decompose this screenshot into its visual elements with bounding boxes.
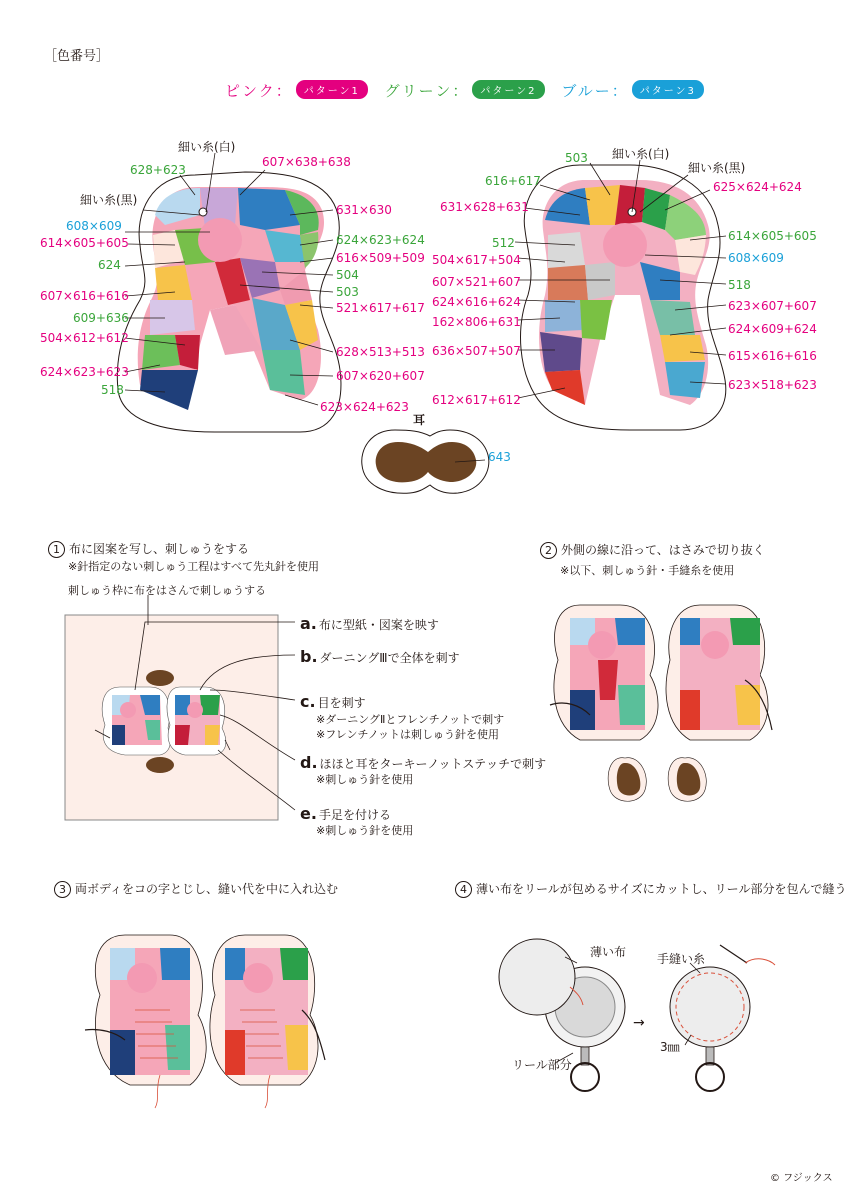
legend-green-label: グリーン： xyxy=(384,82,470,100)
left-label: 607×620+607 xyxy=(336,369,425,383)
legend-pink-label: ピンク： xyxy=(225,82,293,100)
step-1-item-c-note: ※ダーニングⅡとフレンチノットで刺す xyxy=(316,713,505,726)
left-label: 521×617+617 xyxy=(336,301,425,315)
step-2-diagram xyxy=(540,600,780,820)
ear-diagram xyxy=(362,430,489,493)
right-label: 細い糸(白) xyxy=(612,147,670,161)
step-1-item-d: d. ほほと耳をターキーノットステッチで刺す xyxy=(300,753,547,772)
left-label: 624×623+624 xyxy=(336,233,425,247)
step-1-item-e-note: ※刺しゅう針を使用 xyxy=(316,824,414,837)
left-label: 504×612+612 xyxy=(40,331,129,345)
right-label: 625×624+624 xyxy=(713,180,802,194)
left-label: 616×509+509 xyxy=(336,251,425,265)
step-1-item-c: c. 目を刺す xyxy=(300,692,366,711)
left-label: 503 xyxy=(336,285,359,299)
copyright: © フジックス xyxy=(770,1173,833,1184)
right-label: 518 xyxy=(728,278,751,292)
left-label: 細い糸(黒) xyxy=(80,193,138,207)
right-label: 631×628+631 xyxy=(440,200,529,214)
right-label: 細い糸(黒) xyxy=(688,161,746,175)
ear-title: 耳 xyxy=(413,413,426,427)
step-1-item-b: b. ダーニングⅢで全体を刺す xyxy=(300,647,460,666)
step-3-title: 3 両ボディをコの字とじし、縫い代を中に入れ込む xyxy=(54,880,338,898)
right-label: 615×616+616 xyxy=(728,349,817,363)
right-label: 623×607+607 xyxy=(728,299,817,313)
left-label: 518 xyxy=(101,383,124,397)
right-label: 512 xyxy=(492,236,515,250)
left-label: 631×630 xyxy=(336,203,392,217)
left-label: 628×513+513 xyxy=(336,345,425,359)
svg-text:→: → xyxy=(633,1015,645,1031)
right-label: 636×507+507 xyxy=(432,344,521,358)
step-4-diagram xyxy=(495,935,795,1105)
legend-blue-badge: パターン3 xyxy=(632,80,704,99)
left-label: 628+623 xyxy=(130,163,186,177)
right-label: 623×518+623 xyxy=(728,378,817,392)
step-1-item-c-note: ※フレンチノットは刺しゅう針を使用 xyxy=(316,728,499,741)
step-1-item-e: e. 手足を付ける xyxy=(300,804,391,823)
left-label: 624×623+623 xyxy=(40,365,129,379)
right-label: 624×609+624 xyxy=(728,322,817,336)
right-label: 608×609 xyxy=(728,251,784,265)
left-label: 623×624+623 xyxy=(320,400,409,414)
step-4-title: 4 薄い布をリールが包めるサイズにカットし、リール部分を包んで縫う xyxy=(455,880,846,898)
ear-code: 643 xyxy=(488,450,511,464)
right-label: 504×617+504 xyxy=(432,253,521,267)
page-title: ［色番号］ xyxy=(44,49,110,64)
margin-label: 3㎜ xyxy=(660,1040,680,1054)
left-label: 624 xyxy=(98,258,121,272)
right-label: 616+617 xyxy=(485,174,541,188)
right-label: 624×616+624 xyxy=(432,295,521,309)
step-1-frame-note: 刺しゅう枠に布をはさんで刺しゅうする xyxy=(68,584,266,597)
left-label: 607×616+616 xyxy=(40,289,129,303)
reel-label: リール部分 xyxy=(512,1058,572,1072)
step-2-note: ※以下、刺しゅう針・手縫糸を使用 xyxy=(560,564,735,577)
step-1-title: 1 布に図案を写し、刺しゅうをする xyxy=(48,540,249,558)
right-label: 503 xyxy=(565,151,588,165)
legend-pink-badge: パターン1 xyxy=(296,80,368,99)
step-1-item-d-note: ※刺しゅう針を使用 xyxy=(316,773,414,786)
right-label: 162×806+631 xyxy=(432,315,521,329)
right-label: 607×521+607 xyxy=(432,275,521,289)
step-1-note: ※針指定のない刺しゅう工程はすべて先丸針を使用 xyxy=(68,560,319,573)
thin-cloth-label: 薄い布 xyxy=(590,945,627,959)
left-label: 614×605+605 xyxy=(40,236,129,250)
right-label: 614×605+605 xyxy=(728,229,817,243)
legend-green-badge: パターン2 xyxy=(472,80,544,99)
left-label: 607×638+638 xyxy=(262,155,351,169)
left-label: 細い糸(白) xyxy=(178,140,236,154)
left-label: 608×609 xyxy=(66,219,122,233)
step-1-item-a: a. 布に型紙・図案を映す xyxy=(300,614,439,633)
left-label: 609+636 xyxy=(73,311,129,325)
right-label: 612×617+612 xyxy=(432,393,521,407)
step-3-diagram xyxy=(80,930,340,1110)
left-label: 504 xyxy=(336,268,359,282)
legend-blue-label: ブルー： xyxy=(561,82,629,100)
step-2-title: 2 外側の線に沿って、はさみで切り抜く xyxy=(540,541,765,559)
hand-thread-label: 手縫い糸 xyxy=(657,952,706,966)
